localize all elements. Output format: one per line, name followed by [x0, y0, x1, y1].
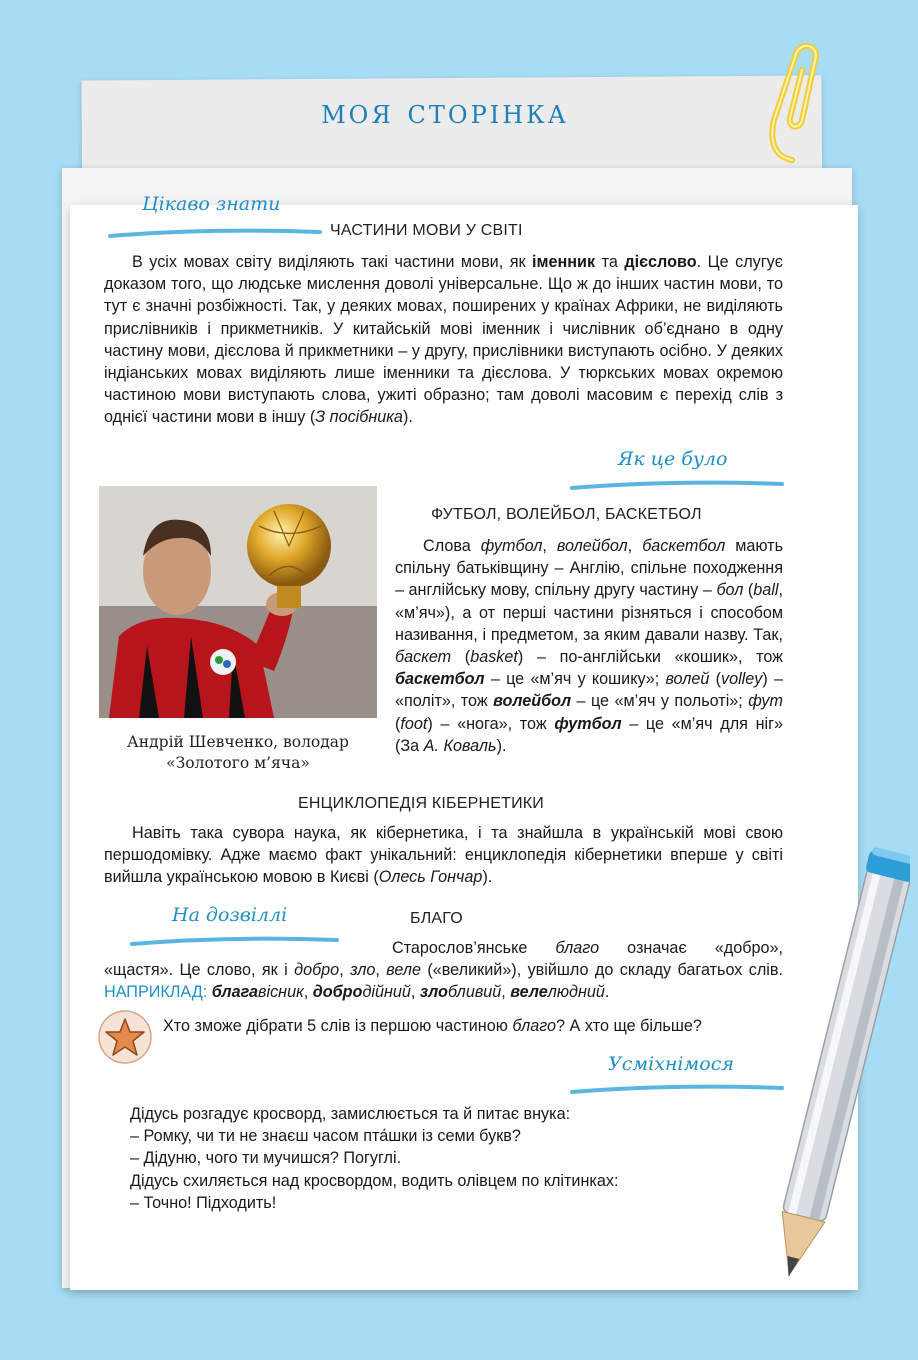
decorative-swoosh — [108, 226, 323, 240]
paragraph-parts-of-speech: В усіх мовах світу виділяють такі частини мови, як іменник та дієслово. Це слугує доказом того, що людське мислення доволі універсальне. Що ж до інших частин мови, то тут є значні розбіжності. Так, у деяких мовах, поширених у країнах Африки, не виділяють прислівників і прикметників. У китайській мові іменник і числівник об’єднано в одну частину мови, дієслова й прикметники – у другу, прислівники виступають осібно. У деяких індіанських мовах виділяють лише іменники та дієслова. У тюркських мовах окремою частиною мови виступають слова, ужиті образно; там доволі масовим є перехід слів з однієї частини мови в іншу (З посібника). — [104, 253, 783, 427]
section-heading-cybernetics-encyclopedia: ЕНЦИКЛОПЕДІЯ КІБЕРНЕТИКИ — [298, 795, 545, 812]
pencil-icon — [760, 840, 910, 1300]
task-question: Хто зможе дібрати 5 слів із першою частиною благо? А хто ще більше? — [163, 1017, 702, 1035]
decorative-swoosh — [570, 1082, 785, 1096]
section-heading-blaho: БЛАГО — [410, 910, 463, 927]
tag-how-it-was: Як це було — [618, 448, 728, 470]
paragraph-cybernetics-encyclopedia: Навіть така сувора наука, як кібернетика, і та знайшла в українській мові свою першодомівку. Адже маємо факт унікальний: енциклопедія кібернетики вперше у світі вийшла українською мовою в Києві (Олесь Гончар). — [104, 824, 783, 887]
paragraph-football-volleyball-basketball: Слова футбол, волейбол, баскетбол мають спільну батьківщину – Англію, спільне походження – англійську мову, спільну другу частину – бол (ball, «м’яч»), а от перші частини різняться і способом називання, і предметом, за яким давали назву. Так, баскет (basket) – по-англійськи «кошик», тож баскетбол – це «м’яч у кошику»; волей (volley) – «політ», тож волейбол – це «м’яч у польоті»; фут (foot) – «нога», тож футбол – це «м’яч для ніг» (За А. Коваль). — [395, 537, 784, 755]
caption-line: Андрій Шевченко, володар — [127, 733, 349, 751]
paragraph-blaho: Старослов’янське благо означає «добро», «щастя». Це слово, як і добро, зло, веле («великий»), увійшло до складу багатьох слів. НАПРИКЛАД: благавісник, добродійний, злобливий, велелюдний. — [104, 939, 783, 1002]
tag-leisure: На дозвіллі — [172, 904, 288, 926]
caption-line: «Золотого м’яча» — [166, 754, 310, 772]
decorative-swoosh — [570, 478, 785, 492]
joke-text — [130, 1103, 790, 1214]
star-task-icon — [98, 1010, 152, 1064]
joke-line: – Ромку, чи ти не знаєш часом пта́шки із семи букв? — [130, 1127, 521, 1146]
joke-line: – Дідуню, чого ти мучишся? Погуглі. — [130, 1149, 402, 1168]
photo-caption — [92, 732, 384, 774]
section-heading-football-volleyball-basketball: ФУТБОЛ, ВОЛЕЙБОЛ, БАСКЕТБОЛ — [431, 506, 702, 523]
photo-shevchenko — [99, 486, 377, 718]
page-title: моя сторінка — [321, 92, 569, 132]
tag-lets-smile: Усміхнімося — [608, 1053, 734, 1075]
paperclip-icon — [762, 40, 832, 170]
example-label: НАПРИКЛАД: — [104, 983, 208, 1002]
joke-line: – Точно! Підходить! — [130, 1193, 277, 1212]
tag-interesting-to-know: Цікаво знати — [142, 193, 281, 215]
joke-line: Дідусь схиляється над кросвордом, водить олівцем по клітинках: — [130, 1171, 619, 1190]
section-heading-parts-of-speech: ЧАСТИНИ МОВИ У СВІТІ — [330, 222, 523, 239]
joke-line: Дідусь розгадує кросворд, замислюється та й питає внука: — [130, 1105, 571, 1123]
